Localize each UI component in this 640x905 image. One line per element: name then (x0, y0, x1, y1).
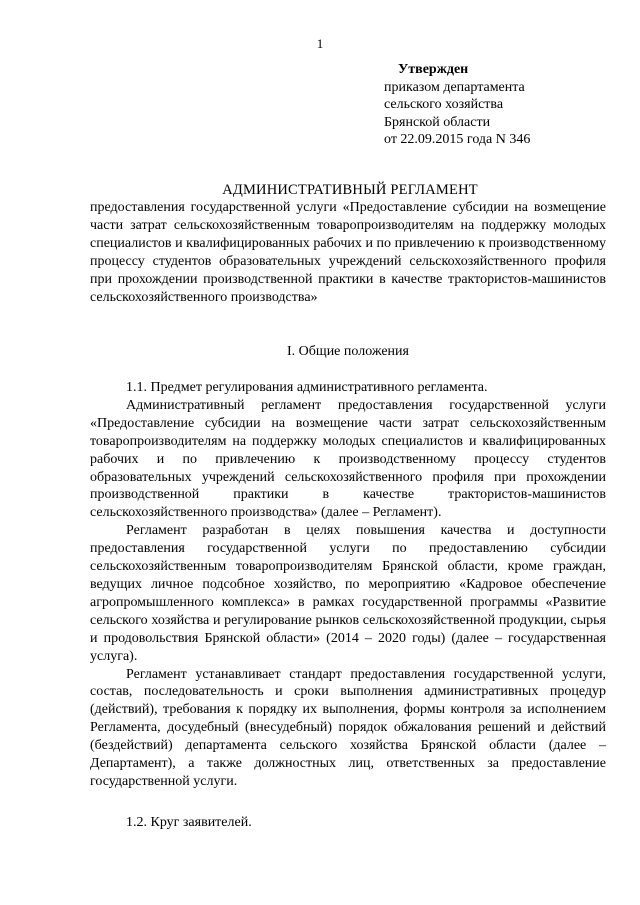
item-1-1-heading: 1.1. Предмет регулирования административного регламента. (126, 380, 488, 395)
approval-title: Утвержден (398, 62, 469, 77)
document-subtitle (90, 199, 606, 306)
approval-stamp (384, 61, 530, 149)
approval-line: Брянской области (384, 114, 491, 130)
page-number: 1 (316, 36, 324, 51)
section-body (90, 379, 606, 791)
approval-line: от 22.09.2015 года N 346 (384, 132, 531, 147)
paragraph: Регламент разработан в целях повышения качества и доступности предоставления государственной услуги по предоставлению субсидии сельскохозяйственным товаропроизводителям Брянской области, кроме граждан, ведущих личное подсобное хозяйство, по мероприятию «Кадровое обеспечение агропромышленного комплекса» в рамках государственной программы «Развитие сельского хозяйства и регулирование рынков сельскохозяйственной продукции, сырья и продовольствия Брянской области» (2014 – 2020 годы) (далее – государственная услуга). (90, 523, 606, 664)
item-1-2-heading: 1.2. Круг заявителей. (126, 815, 252, 830)
document-title: АДМИНИСТРАТИВНЫЙ РЕГЛАМЕНТ (222, 182, 478, 198)
approval-line: приказом департамента (384, 79, 525, 95)
approval-line: сельского хозяйства (384, 97, 504, 112)
paragraph: Регламент устанавливает стандарт предоставления государственной услуги, состав, последовательность и сроки выполнения административных процедур (действий), требования к порядку их выполнения, формы контроля за исполнением Регламента, досудебный (внесудебный) порядок обжалования решений и действий (бездействий) департамента сельского хозяйства Брянской области (далее – Департамент), а также должностных лиц, ответственных за предоставление государственной услуги. (90, 666, 606, 789)
section-title: I. Общие положения (287, 344, 409, 359)
subtitle-text: предоставления государственной услуги «Предоставление субсидии на возмещение части затрат сельскохозяйственным товаропроизводителям на поддержку молодых специалистов и квалифицированных рабочих и по привлечению к производственному процессу студентов образовательных учреждений сельскохозяйственного профиля при прохождении производственной практики в качестве трактористов-машинистов сельскохозяйственного производства» (90, 200, 606, 305)
paragraph: Административный регламент предоставления государственной услуги «Предоставление субсидии на возмещение части затрат сельскохозяйственным товаропроизводителям на поддержку молодых специалистов и квалифицированных рабочих и по привлечению к производственному процессу студентов образовательных учреждений сельскохозяйственного профиля при прохождении производственной практики в качестве трактористов-машинистов сельскохозяйственного производства» (далее – Регламент). (90, 397, 606, 521)
